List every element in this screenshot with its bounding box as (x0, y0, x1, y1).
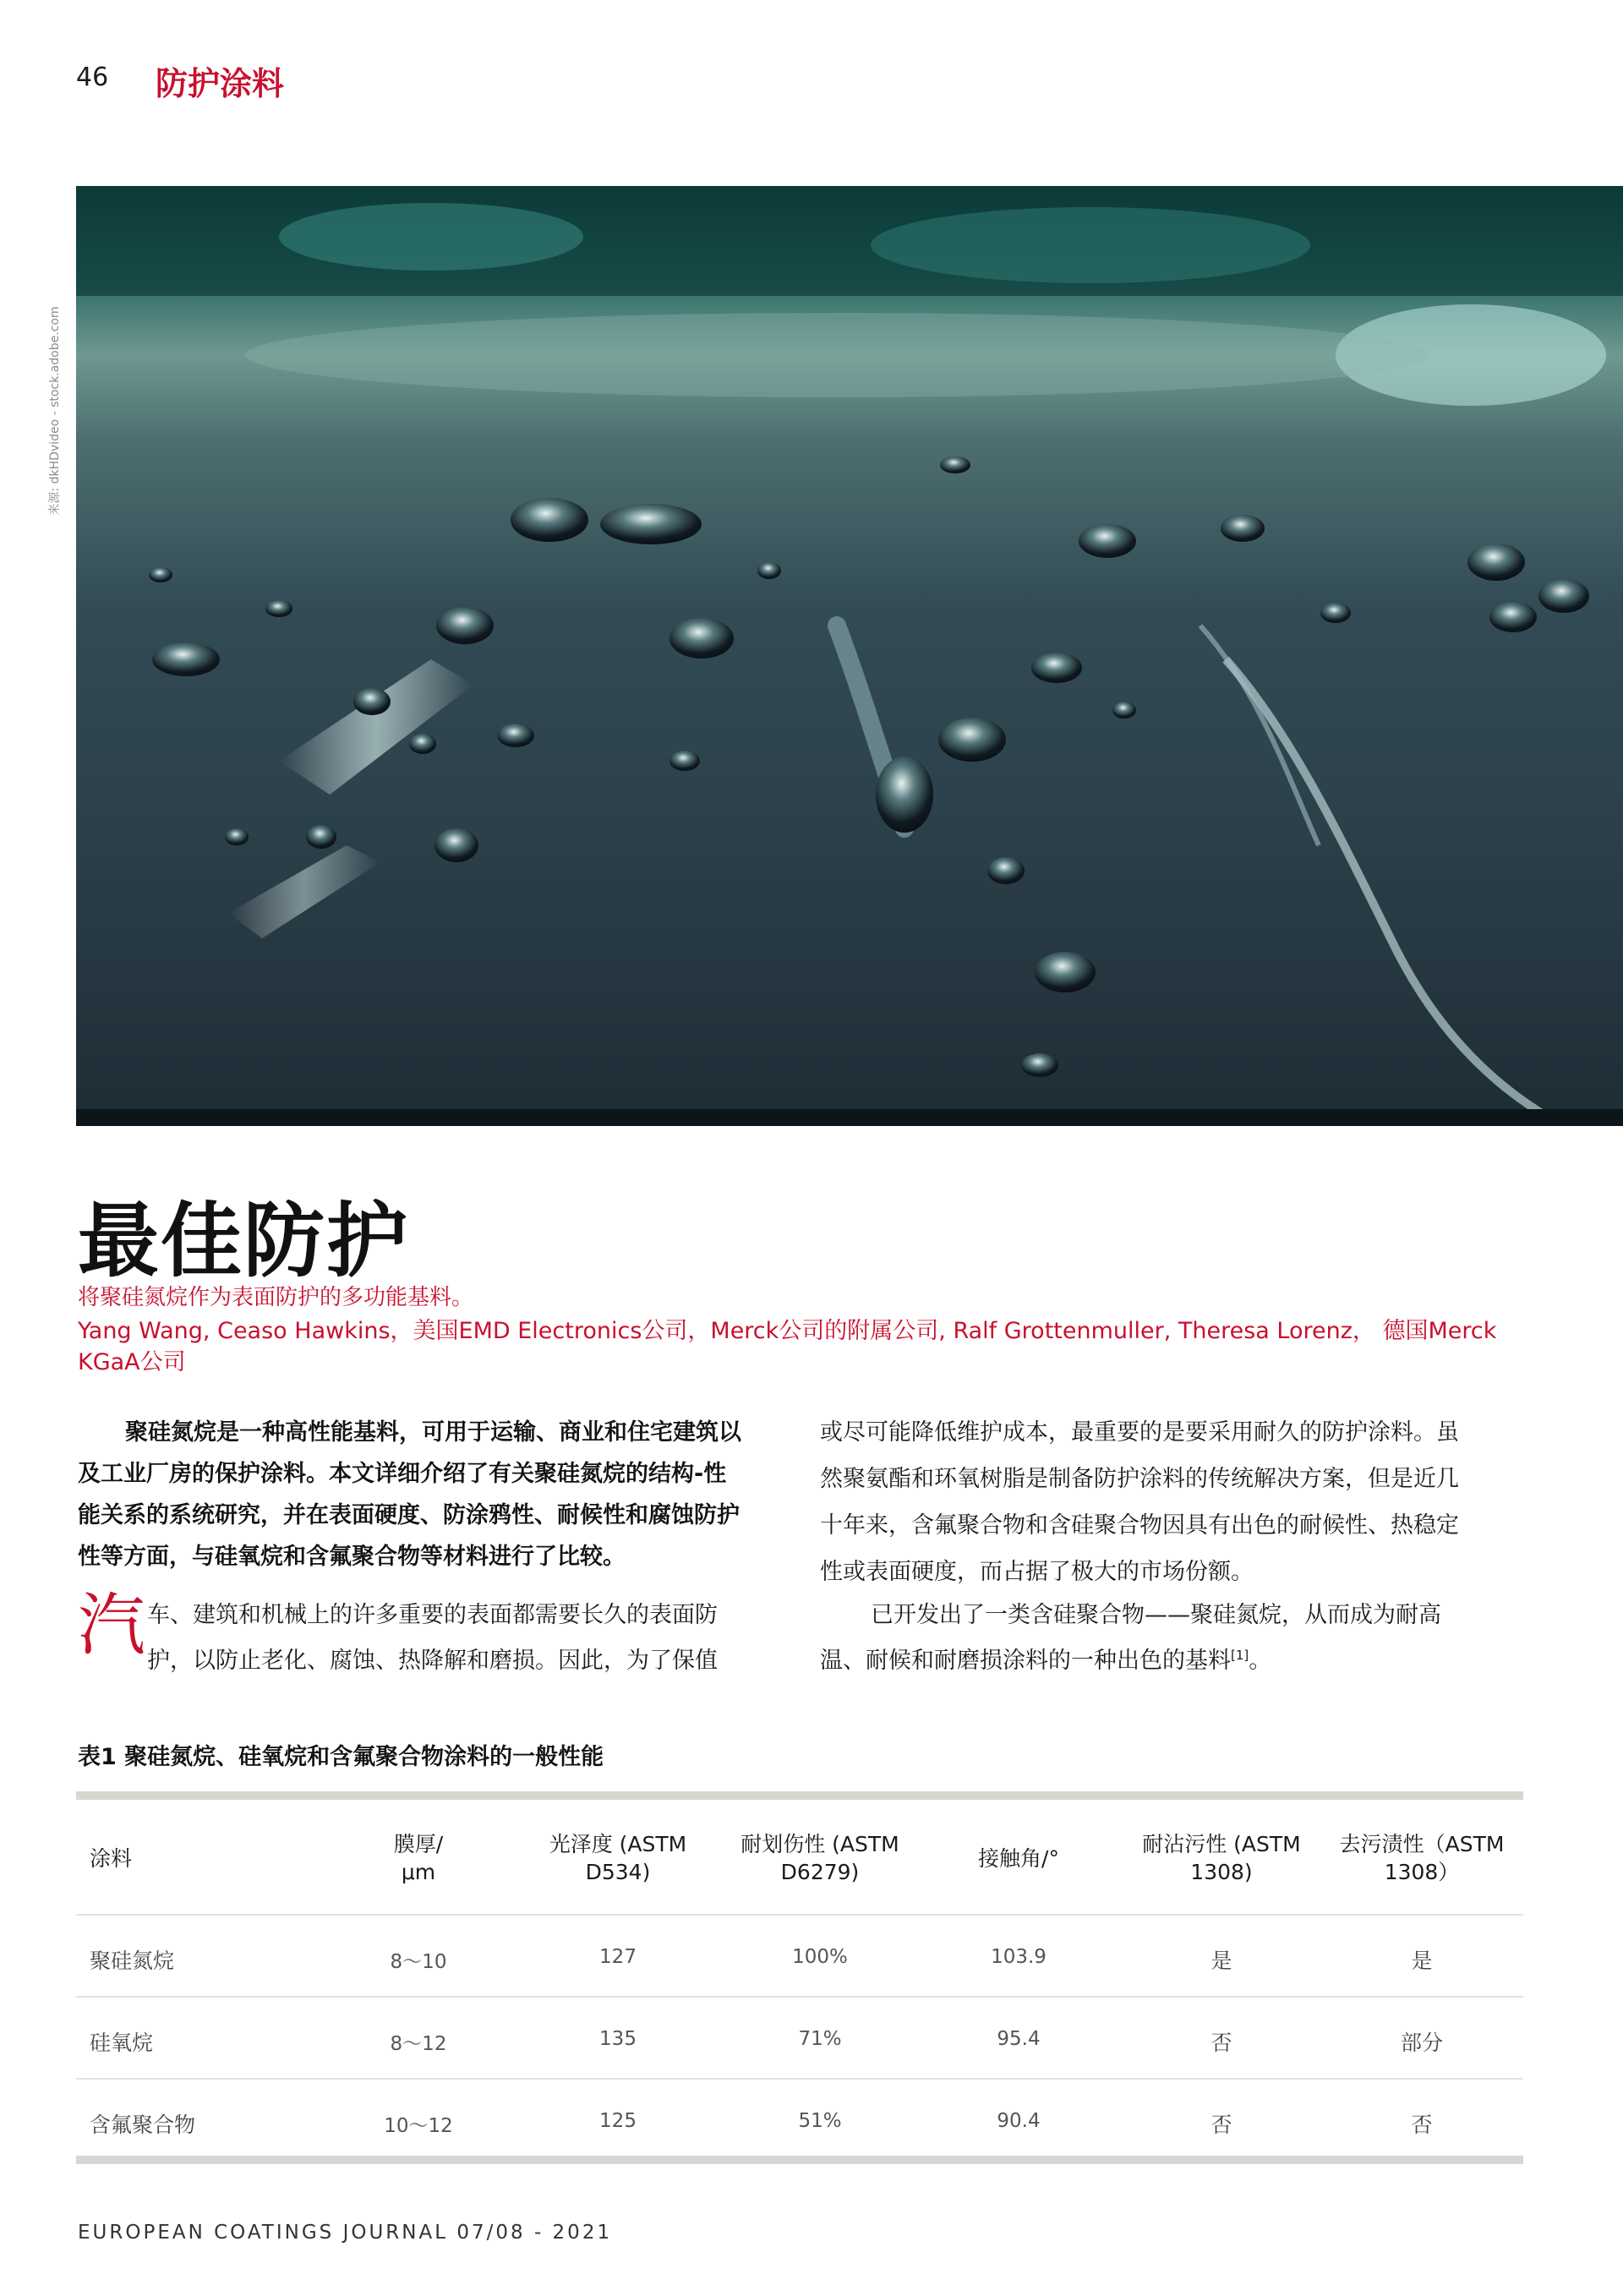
body-text-line: 护，以防止老化、腐蚀、热降解和磨损。因此，为了保值 (147, 1648, 718, 1674)
table-cell: 135 (599, 2028, 637, 2050)
body-text-line (820, 1642, 1271, 1675)
section-title: 防护涂料 (156, 65, 285, 102)
table-header-gloss (516, 1830, 719, 1886)
header-line: 膜厚/ (393, 1832, 444, 1856)
table-cell: 聚硅氮烷 (90, 1949, 175, 1973)
body-text-line: 车、建筑和机械上的许多重要的表面都需要长久的表面防 (147, 1602, 718, 1628)
table-cell: 8～12 (390, 2033, 447, 2055)
table-header-contact-angle: 接触角/° (978, 1846, 1059, 1871)
table-cell: 90.4 (997, 2110, 1041, 2132)
body-text-line: 十年来，含氟聚合物和含硅聚合物因具有出色的耐候性、热稳定 (820, 1512, 1459, 1539)
abstract-line: 及工业厂房的保护涂料。本文详细介绍了有关聚硅氮烷的结构-性 (78, 1461, 727, 1487)
table-row-divider (76, 2078, 1523, 2080)
authors-line: Yang Wang, Ceaso Hawkins，美国EMD Electronics公司，Merck公司的附属公司, Ralf Grottenmuller, Theresa Lorenz， 德国Merck (78, 1318, 1497, 1344)
table-header-stain-removal (1295, 1830, 1549, 1886)
table-caption: 表1 聚硅氮烷、硅氧烷和含氟聚合物涂料的一般性能 (78, 1744, 604, 1770)
table-cell: 否 (1210, 2031, 1232, 2055)
header-line: 去污渍性（ASTM (1339, 1832, 1505, 1856)
table-cell: 硅氧烷 (90, 2031, 154, 2055)
citation-reference: [1] (1231, 1648, 1249, 1663)
hero-photo (76, 186, 1623, 1126)
abstract-line: 聚硅氮烷是一种高性能基料，可用于运输、商业和住宅建筑以 (125, 1419, 741, 1446)
table-cell: 71% (798, 2028, 842, 2050)
body-text-segment: 温、耐候和耐磨损涂料的一种出色的基料 (820, 1648, 1231, 1674)
page-number: 46 (76, 63, 109, 92)
water-droplets-illustration (76, 186, 1623, 1126)
header-line: D534) (585, 1860, 651, 1884)
table-cell: 含氟聚合物 (90, 2113, 196, 2137)
abstract-line: 性等方面，与硅氧烷和含氟聚合物等材料进行了比较。 (78, 1544, 626, 1570)
table-cell: 125 (599, 2110, 637, 2132)
header-line: 1308） (1384, 1860, 1460, 1884)
table-cell: 是 (1411, 1949, 1433, 1973)
abstract-line: 能关系的系统研究，并在表面硬度、防涂鸦性、耐候性和腐蚀防护 (78, 1502, 740, 1528)
photo-credit: 来源: dkHDvideo - stock.adobe.com (48, 306, 62, 516)
article-subtitle: 将聚硅氮烷作为表面防护的多功能基料。 (78, 1285, 474, 1310)
header-line: 耐沾污性 (ASTM (1142, 1832, 1301, 1856)
table-cell: 是 (1210, 1949, 1232, 1973)
body-text-line: 已开发出了一类含硅聚合物——聚硅氮烷，从而成为耐高 (871, 1602, 1441, 1628)
table-row-divider (76, 1996, 1523, 1998)
table-header-coating: 涂料 (90, 1846, 133, 1871)
table-cell: 103.9 (991, 1946, 1046, 1968)
table-cell: 否 (1210, 2113, 1232, 2137)
table-cell: 127 (599, 1946, 637, 1968)
article-title: 最佳防护 (78, 1194, 409, 1288)
table-row-divider (76, 1914, 1523, 1916)
table-cell: 51% (798, 2110, 842, 2132)
table-cell: 部分 (1400, 2031, 1443, 2055)
drop-cap: 汽 (78, 1586, 145, 1665)
table-cell: 100% (792, 1946, 848, 1968)
table-top-rule (76, 1791, 1523, 1800)
footer-journal-name: EUROPEAN COATINGS JOURNAL 07/08 - 2021 (78, 2222, 613, 2244)
header-line: 耐划伤性 (ASTM (740, 1832, 899, 1856)
header-line: 光泽度 (ASTM (549, 1832, 687, 1856)
body-text-line: 性或表面硬度，而占据了极大的市场份额。 (820, 1559, 1254, 1585)
table-cell: 10～12 (384, 2115, 453, 2137)
table-header-thickness (334, 1830, 503, 1886)
table-bottom-rule (76, 2156, 1523, 2164)
body-text-line: 然聚氨酯和环氧树脂是制备防护涂料的传统解决方案，但是近几 (820, 1466, 1459, 1492)
header-line: D6279) (780, 1860, 860, 1884)
table-cell: 95.4 (997, 2028, 1041, 2050)
table-cell: 否 (1411, 2113, 1433, 2137)
table-header-scratch-resistance (693, 1830, 947, 1886)
body-text-line: 或尽可能降低维护成本，最重要的是要采用耐久的防护涂料。虽 (820, 1419, 1459, 1446)
table-cell: 8～10 (390, 1951, 447, 1973)
sentence-end: 。 (1249, 1648, 1272, 1674)
header-line: μm (401, 1860, 436, 1884)
header-line: 1308) (1190, 1860, 1253, 1884)
authors-line-continued: KGaA公司 (78, 1349, 186, 1375)
